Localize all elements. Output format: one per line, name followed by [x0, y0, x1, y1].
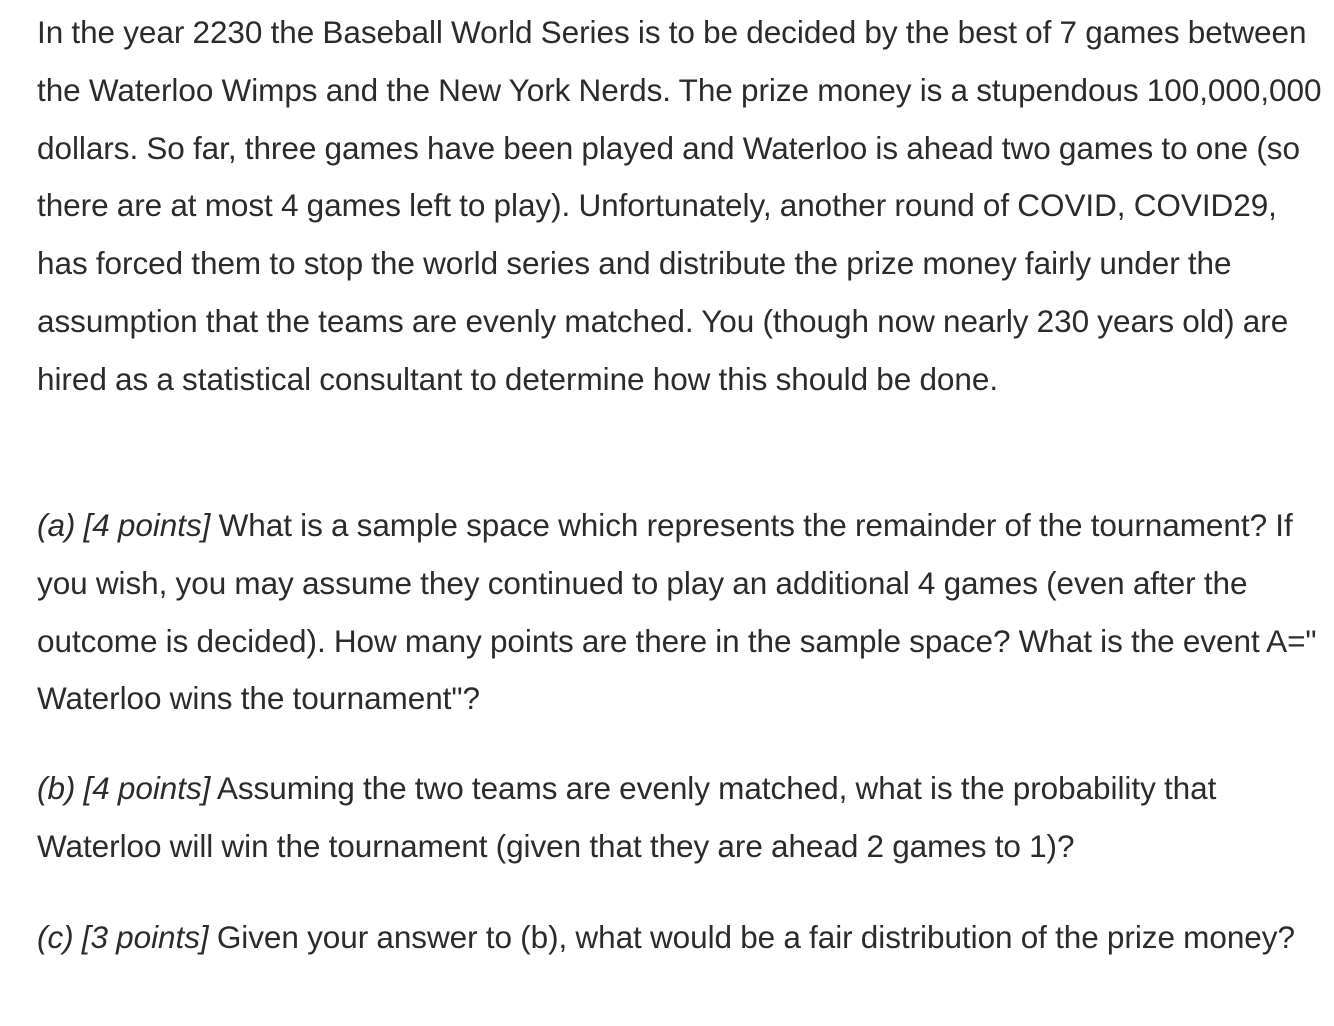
question-a-label: (a) [4 points]: [37, 507, 211, 543]
question-b-label: (b) [4 points]: [37, 770, 211, 806]
question-c-text: Given your answer to (b), what would be a fair distribution of the prize money?: [216, 919, 1295, 955]
question-c-label: (c) [3 points]: [37, 919, 209, 955]
intro-paragraph: [37, 4, 1333, 409]
question-a: [37, 497, 1333, 728]
question-b: [37, 760, 1333, 876]
question-c: [37, 909, 1333, 967]
question-a-text: What is a sample space which represents the remainder of the tournament? If you wish, you may assume they continued to play an additional 4 games (even after the outcome is decided). How many points are there in the sample space? What is the event A=" Waterloo wins the tournament"?: [37, 507, 1317, 717]
question-b-text: Assuming the two teams are evenly matched, what is the probability that Waterloo will win the tournament (given that they are ahead 2 games to 1)?: [37, 770, 1217, 864]
intro-text: In the year 2230 the Baseball World Series is to be decided by the best of 7 games between the Waterloo Wimps and the New York Nerds. The prize money is a stupendous 100,000,000 dollars. So far, three games have been played and Waterloo is ahead two games to one (so there are at most 4 games left to play). Unfortunately, another round of COVID, COVID29, has forced them to stop the world series and distribute the prize money fairly under the assumption that the teams are evenly matched. You (though now nearly 230 years old) are hired as a statistical consultant to determine how this should be done.: [37, 14, 1322, 397]
